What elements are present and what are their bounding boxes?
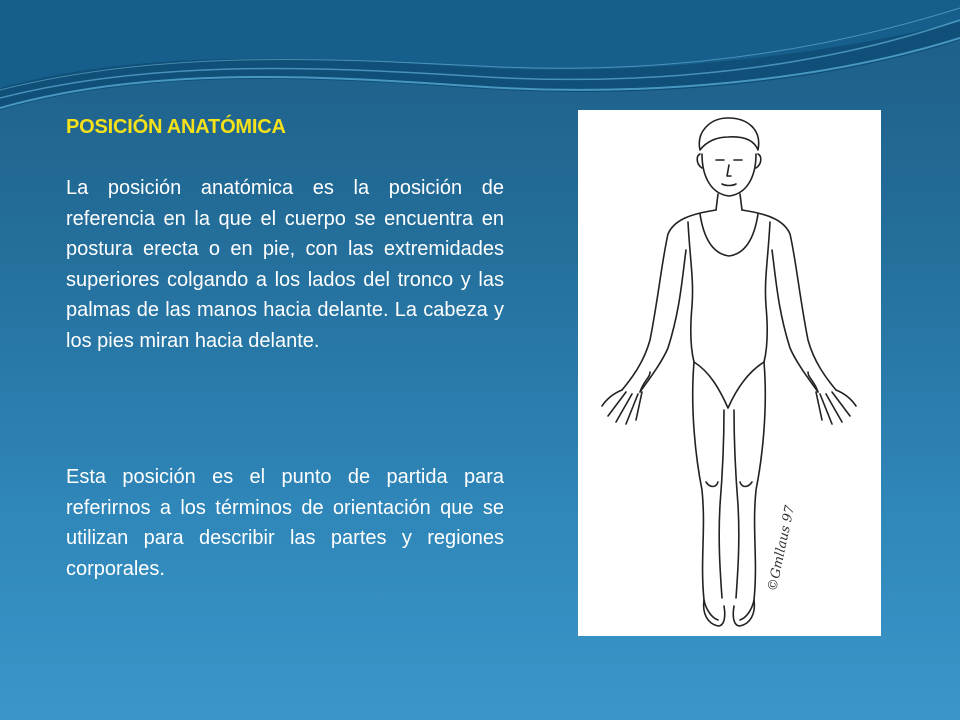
slide-title: POSICIÓN ANATÓMICA — [66, 116, 286, 138]
artist-signature: ©Gmllaus 97 — [765, 504, 799, 593]
purpose-paragraph: Esta posición es el punto de partida para referirnos a los términos de orientación que se utilizan para describir las partes y regiones corporales. — [66, 466, 504, 580]
human-figure-drawing — [578, 110, 881, 636]
definition-paragraph: La posición anatómica es la posición de referencia en la que el cuerpo se encuentra en postura erecta o en pie, con las extremidades superiores colgando a los lados del tronco y las palmas de las manos hacia delante. La cabeza y los pies miran hacia delante. — [66, 177, 504, 352]
anatomical-figure-illustration — [578, 110, 881, 636]
